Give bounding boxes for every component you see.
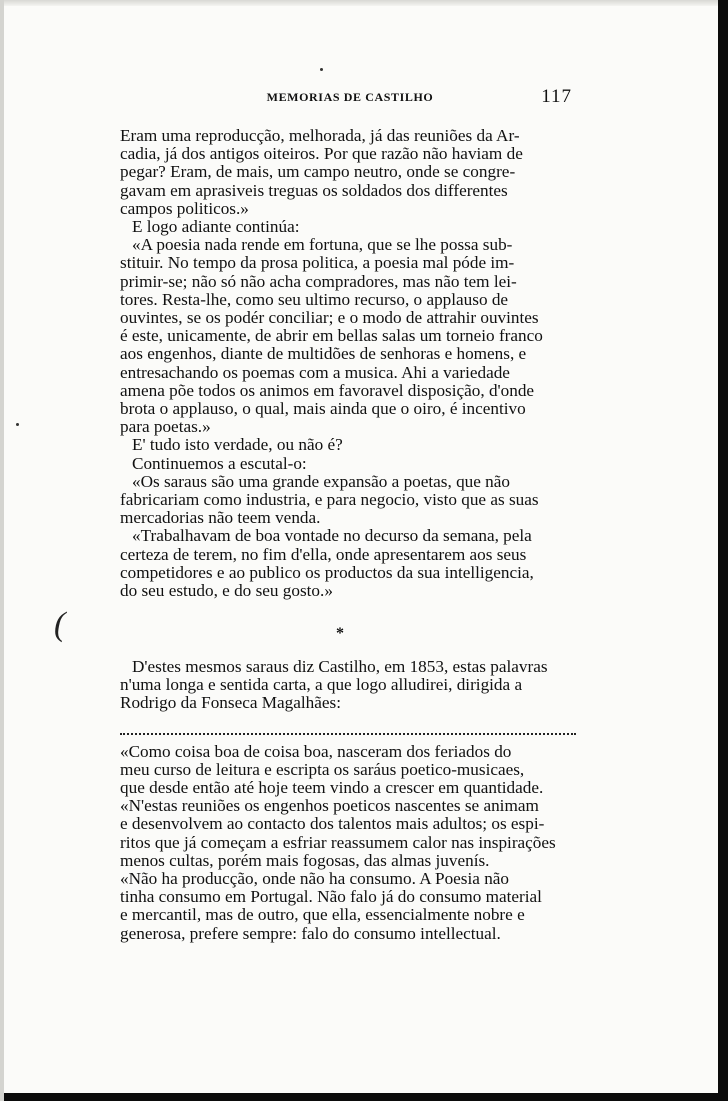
text-line: é este, unicamente, de abrir em bellas salas um torneio franco <box>120 326 543 346</box>
text-block-1 <box>120 127 578 600</box>
text-line: generosa, prefere sempre: falo do consumo intellectual. <box>120 923 501 943</box>
running-title: MEMORIAS DE CASTILHO <box>266 90 434 104</box>
text-line: cadia, já dos antigos oiteiros. Por que razão não haviam de <box>120 144 523 164</box>
text-line: «A poesia nada rende em fortuna, que se lhe possa sub- <box>132 235 513 255</box>
text-line: certeza de terem, no fim d'ella, onde apresentarem aos seus <box>120 544 527 564</box>
text-line: «Os saraus são uma grande expansão a poetas, que não <box>132 471 510 491</box>
text-line: tinha consumo em Portugal. Não falo já do consumo material <box>120 887 542 907</box>
text-line: aos engenhos, diante de multidões de senhoras e homens, e <box>120 344 527 364</box>
text-line: pegar? Eram, de mais, um campo neutro, onde se congre- <box>120 162 516 182</box>
text-line: amena põe todos os animos em favoravel disposição, d'onde <box>120 380 535 400</box>
text-line: entresachando os poemas com a musica. Ahi a variedade <box>120 362 510 382</box>
margin-mark: ( <box>54 606 66 643</box>
scan-speck <box>320 68 323 71</box>
text-line: E' tudo isto verdade, ou não é? <box>132 435 343 455</box>
text-line: «Como coisa boa de coisa boa, nasceram dos feriados do <box>120 741 512 761</box>
text-line: ouvintes, se os podér conciliar; e o modo de attrahir ouvintes <box>120 308 539 328</box>
text-line: que desde então até hoje teem vindo a crescer em quantidade. <box>120 778 544 798</box>
scan-speck <box>16 423 19 426</box>
page-top-edge <box>0 0 718 6</box>
page-left-edge <box>0 0 4 1101</box>
ellipsis-separator <box>120 715 576 735</box>
text-line: competidores e ao publico os productos da sua intelligencia, <box>120 562 534 582</box>
text-line: Continuemos a escutal-o: <box>132 453 307 473</box>
text-line: mercadorias não teem venda. <box>120 508 321 528</box>
text-line: menos cultas, porém mais fogosas, das almas juvenís. <box>120 850 490 870</box>
text-line: Rodrigo da Fonseca Magalhães: <box>120 693 341 713</box>
text-line: «Não ha producção, onde não ha consumo. A Poesia não <box>120 869 510 889</box>
text-line: fabricariam como industria, e para negocio, visto que as suas <box>120 490 539 510</box>
text-line: do seu estudo, e do seu gosto.» <box>120 581 333 601</box>
text-line: para poetas.» <box>120 417 211 437</box>
page-header <box>120 86 580 110</box>
page-number: 117 <box>541 86 572 107</box>
text-line: e mercantil, mas de outro, que ella, essencialmente nobre e <box>120 905 525 925</box>
text-line: D'estes mesmos saraus diz Castilho, em 1853, estas palavras <box>132 657 548 676</box>
text-line: e desenvolvem ao contacto dos talentos mais adultos; os espi- <box>120 814 545 834</box>
text-line: primir-se; não só não acha compradores, mas não tem lei- <box>120 271 517 291</box>
text-line: tores. Resta-lhe, como seu ultimo recurso, o applauso de <box>120 289 509 309</box>
text-line: E logo adiante continúa: <box>132 217 300 237</box>
text-line: stituir. No tempo da prosa politica, a poesia mal póde im- <box>120 253 515 273</box>
text-line: «Trabalhavam de boa vontade no decurso da semana, pela <box>132 526 532 546</box>
text-line: ritos que já começam a esfriar reassumem calor nas inspirações <box>120 832 556 852</box>
section-ornament: * <box>336 625 344 642</box>
text-line: «N'estas reuniões os engenhos poeticos nascentes se animam <box>120 796 539 816</box>
text-line: campos politicos.» <box>120 198 249 218</box>
text-line: Eram uma reproducção, melhorada, já das reuniões da Ar- <box>120 126 520 145</box>
text-line: n'uma longa e sentida carta, a que logo alludirei, dirigida a <box>120 675 523 695</box>
text-line: meu curso de leitura e escripta os saráus poetico-musicaes, <box>120 759 525 779</box>
text-block-2 <box>120 658 578 943</box>
text-line: brota o applauso, o qual, mais ainda que o oiro, é incentivo <box>120 399 526 419</box>
text-line: gavam em aprasiveis treguas os soldados dos differentes <box>120 180 508 200</box>
